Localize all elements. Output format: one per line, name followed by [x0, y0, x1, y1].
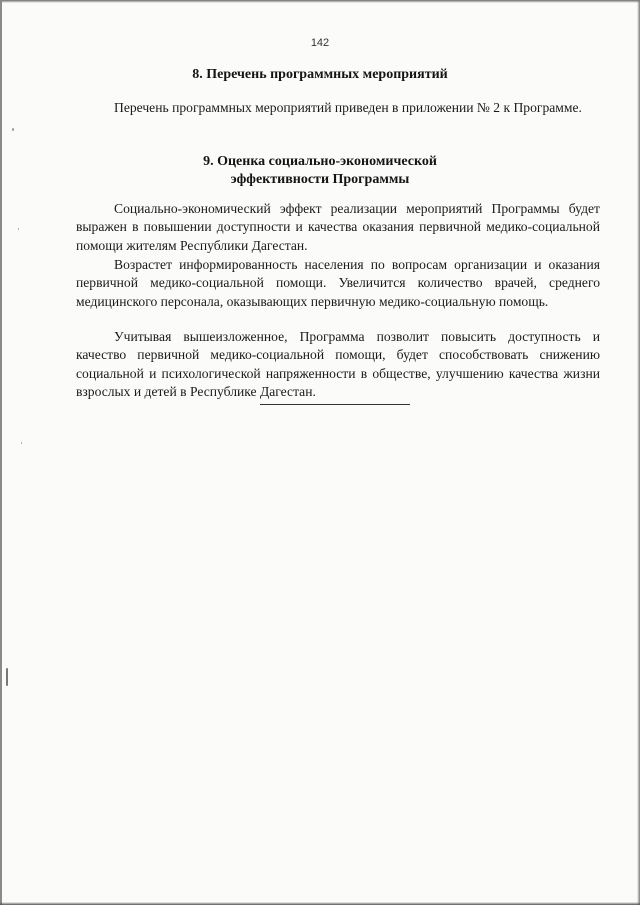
section-8-paragraph: Перечень программных мероприятий приведен в приложении № 2 к Программе. — [114, 100, 582, 115]
page-number: 142 — [310, 37, 330, 49]
scan-edge — [0, 0, 2, 905]
section-9-paragraph: Возрастет информированность населения по вопросам организации и оказания первичной медико-социальной помощи. Увеличится количество врачей, среднего медицинского персонала, оказывающих первичную медико-социальную помощь. — [76, 257, 600, 309]
section-8-heading: 8. Перечень программных мероприятий — [192, 67, 448, 82]
section-9-paragraph: Учитывая вышеизложенное, Программа позволит повысить доступность и качество первичной медико-социальной помощи, будет способствовать снижению социальной и психологической напряженности в обществе, улучшению качества жизни взрослых и детей в Республике Дагестан. — [76, 329, 600, 400]
scan-speck — [18, 228, 19, 230]
scan-edge — [0, 0, 640, 3]
scan-speck — [6, 668, 8, 686]
section-9-heading — [0, 153, 640, 189]
end-separator-line — [260, 404, 410, 405]
section-9-heading-line-2: эффективности Программы — [230, 172, 410, 187]
section-9-heading-line-1: 9. Оценка социально-экономической — [203, 154, 437, 169]
scan-speck — [21, 442, 22, 444]
scan-speck — [12, 128, 14, 131]
section-9-paragraph: Социально-экономический эффект реализации мероприятий Программы будет выражен в повышении доступности и качества оказания первичной медико-социальной помощи жителям Республики Дагестан. — [76, 201, 600, 253]
